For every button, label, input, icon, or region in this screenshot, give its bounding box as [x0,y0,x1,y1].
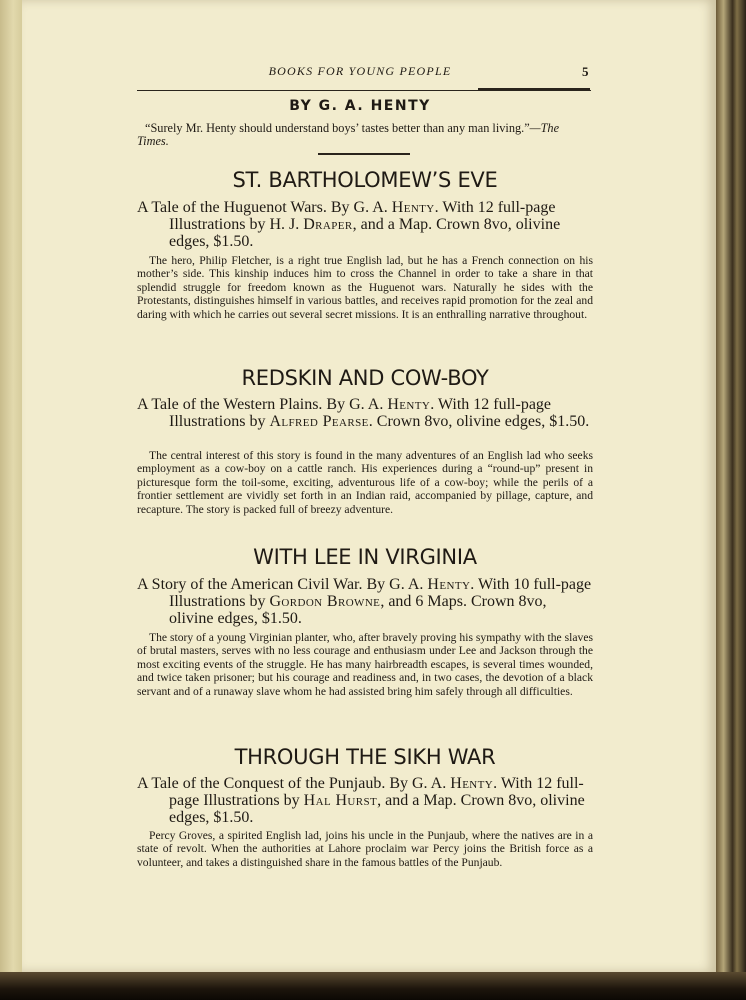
book-description: Percy Groves, a spirited English lad, joins his uncle in the Punjaub, where the natives are in a state of revolt. When the authorities at Lahore proclaim war Percy joins the British force as a volunteer, and takes a distinguished share in the famous battles of the Punjaub. [137,829,593,869]
header-rule-accent [478,88,590,90]
quote-source: —The Times. [137,121,560,148]
subtitle-text: , and a Map. Crown 8vo, olivine edges, $1.50. [169,216,561,250]
scan-right-edge [716,0,746,1000]
book-subtitle [137,396,593,430]
subtitle-text: . With 12 full-page Illustrations by H. J. [169,199,556,233]
quote-text: “Surely Mr. Henty should understand boys’ tastes better than any man living.” [145,121,530,135]
subtitle-text: A Story of the American Civil War. By G. A. [137,576,428,593]
book-title-st-bartholomews-eve: ST. BARTHOLOMEW’S EVE [232,168,498,192]
subtitle-text: A Tale of the Western Plains. By G. A. [137,396,388,413]
subtitle-text: , and 6 Maps. Crown 8vo, olivine edges, $1.50. [169,593,547,627]
running-head: BOOKS FOR YOUNG PEOPLE [268,64,452,78]
subtitle-author: Henty [427,576,471,593]
subtitle-text: . Crown 8vo, olivine edges, $1.50. [368,413,590,430]
book-title-with-lee-in-virginia: WITH LEE IN VIRGINIA [253,545,477,569]
subtitle-illustrator: Hal Hurst [303,792,378,809]
subtitle-illustrator: Gordon Browne [269,593,381,610]
scan-bottom-edge [0,972,746,1000]
book-description: The hero, Philip Fletcher, is a right true English lad, but he has a French connection on his mother’s side. This kinship induces him to cross the Channel in order to take a share in that splendid struggle for freedom known as the Huguenot wars. Naturally he sides with the Protestants, distinguishes himself in various battles, and receives rapid promotion for the zeal and daring with which he carries out several secret missions. It is an enthralling narrative throughout. [137,254,593,321]
subtitle-text: . With 12 full-page Illustrations by [169,775,584,809]
subtitle-text: , and a Map. Crown 8vo, olivine edges, $1.50. [169,792,585,826]
book-subtitle [137,199,593,250]
subtitle-text: . With 10 full-page Illustrations by [169,576,592,610]
subtitle-author: Henty [387,396,431,413]
book-description: The story of a young Virginian planter, who, after bravely proving his sympathy with the slaves of brutal masters, serves with no less courage and enthusiasm under Lee and Jackson through the most exciting events of the struggle. He has many hairbreadth escapes, is several times wounded, and twice taken prisoner; but his courage and readiness and, in two cases, the devotion of a black servant and of a runaway slave whom he had assisted bring him safely through all difficulties. [137,631,593,698]
author-heading: BY G. A. HENTY [289,98,431,114]
subtitle-text: A Tale of the Conquest of the Punjaub. By G. A. [137,775,451,792]
subtitle-text: A Tale of the Huguenot Wars. By G. A. [137,199,392,216]
subtitle-text: . With 12 full-page Illustrations by [169,396,552,430]
subtitle-author: Henty [450,775,494,792]
scan-binding-edge [0,0,22,1000]
book-title-redskin-and-cow-boy: REDSKIN AND COW-BOY [241,366,489,390]
book-description: The central interest of this story is found in the many adventures of an English lad who seeks employment as a cow-boy on a cattle ranch. His experiences during a “round-up” present in picturesque form the toil-some, exciting, adventurous life of a cow-boy; while the perils of a frontier settlement are vividly set forth in an Indian raid, accompanied by pillage, capture, and recapture. The story is packed full of breezy adventure. [137,449,593,516]
book-subtitle [137,775,593,826]
section-rule [318,153,410,155]
review-quote [137,122,593,148]
page-number: 5 [582,64,589,79]
subtitle-illustrator: Alfred Pearse [269,413,369,430]
subtitle-illustrator: Draper [303,216,353,233]
book-title-through-the-sikh-war: THROUGH THE SIKH WAR [234,745,496,769]
book-subtitle [137,576,593,627]
subtitle-author: Henty [391,199,435,216]
header-rule [137,90,591,91]
